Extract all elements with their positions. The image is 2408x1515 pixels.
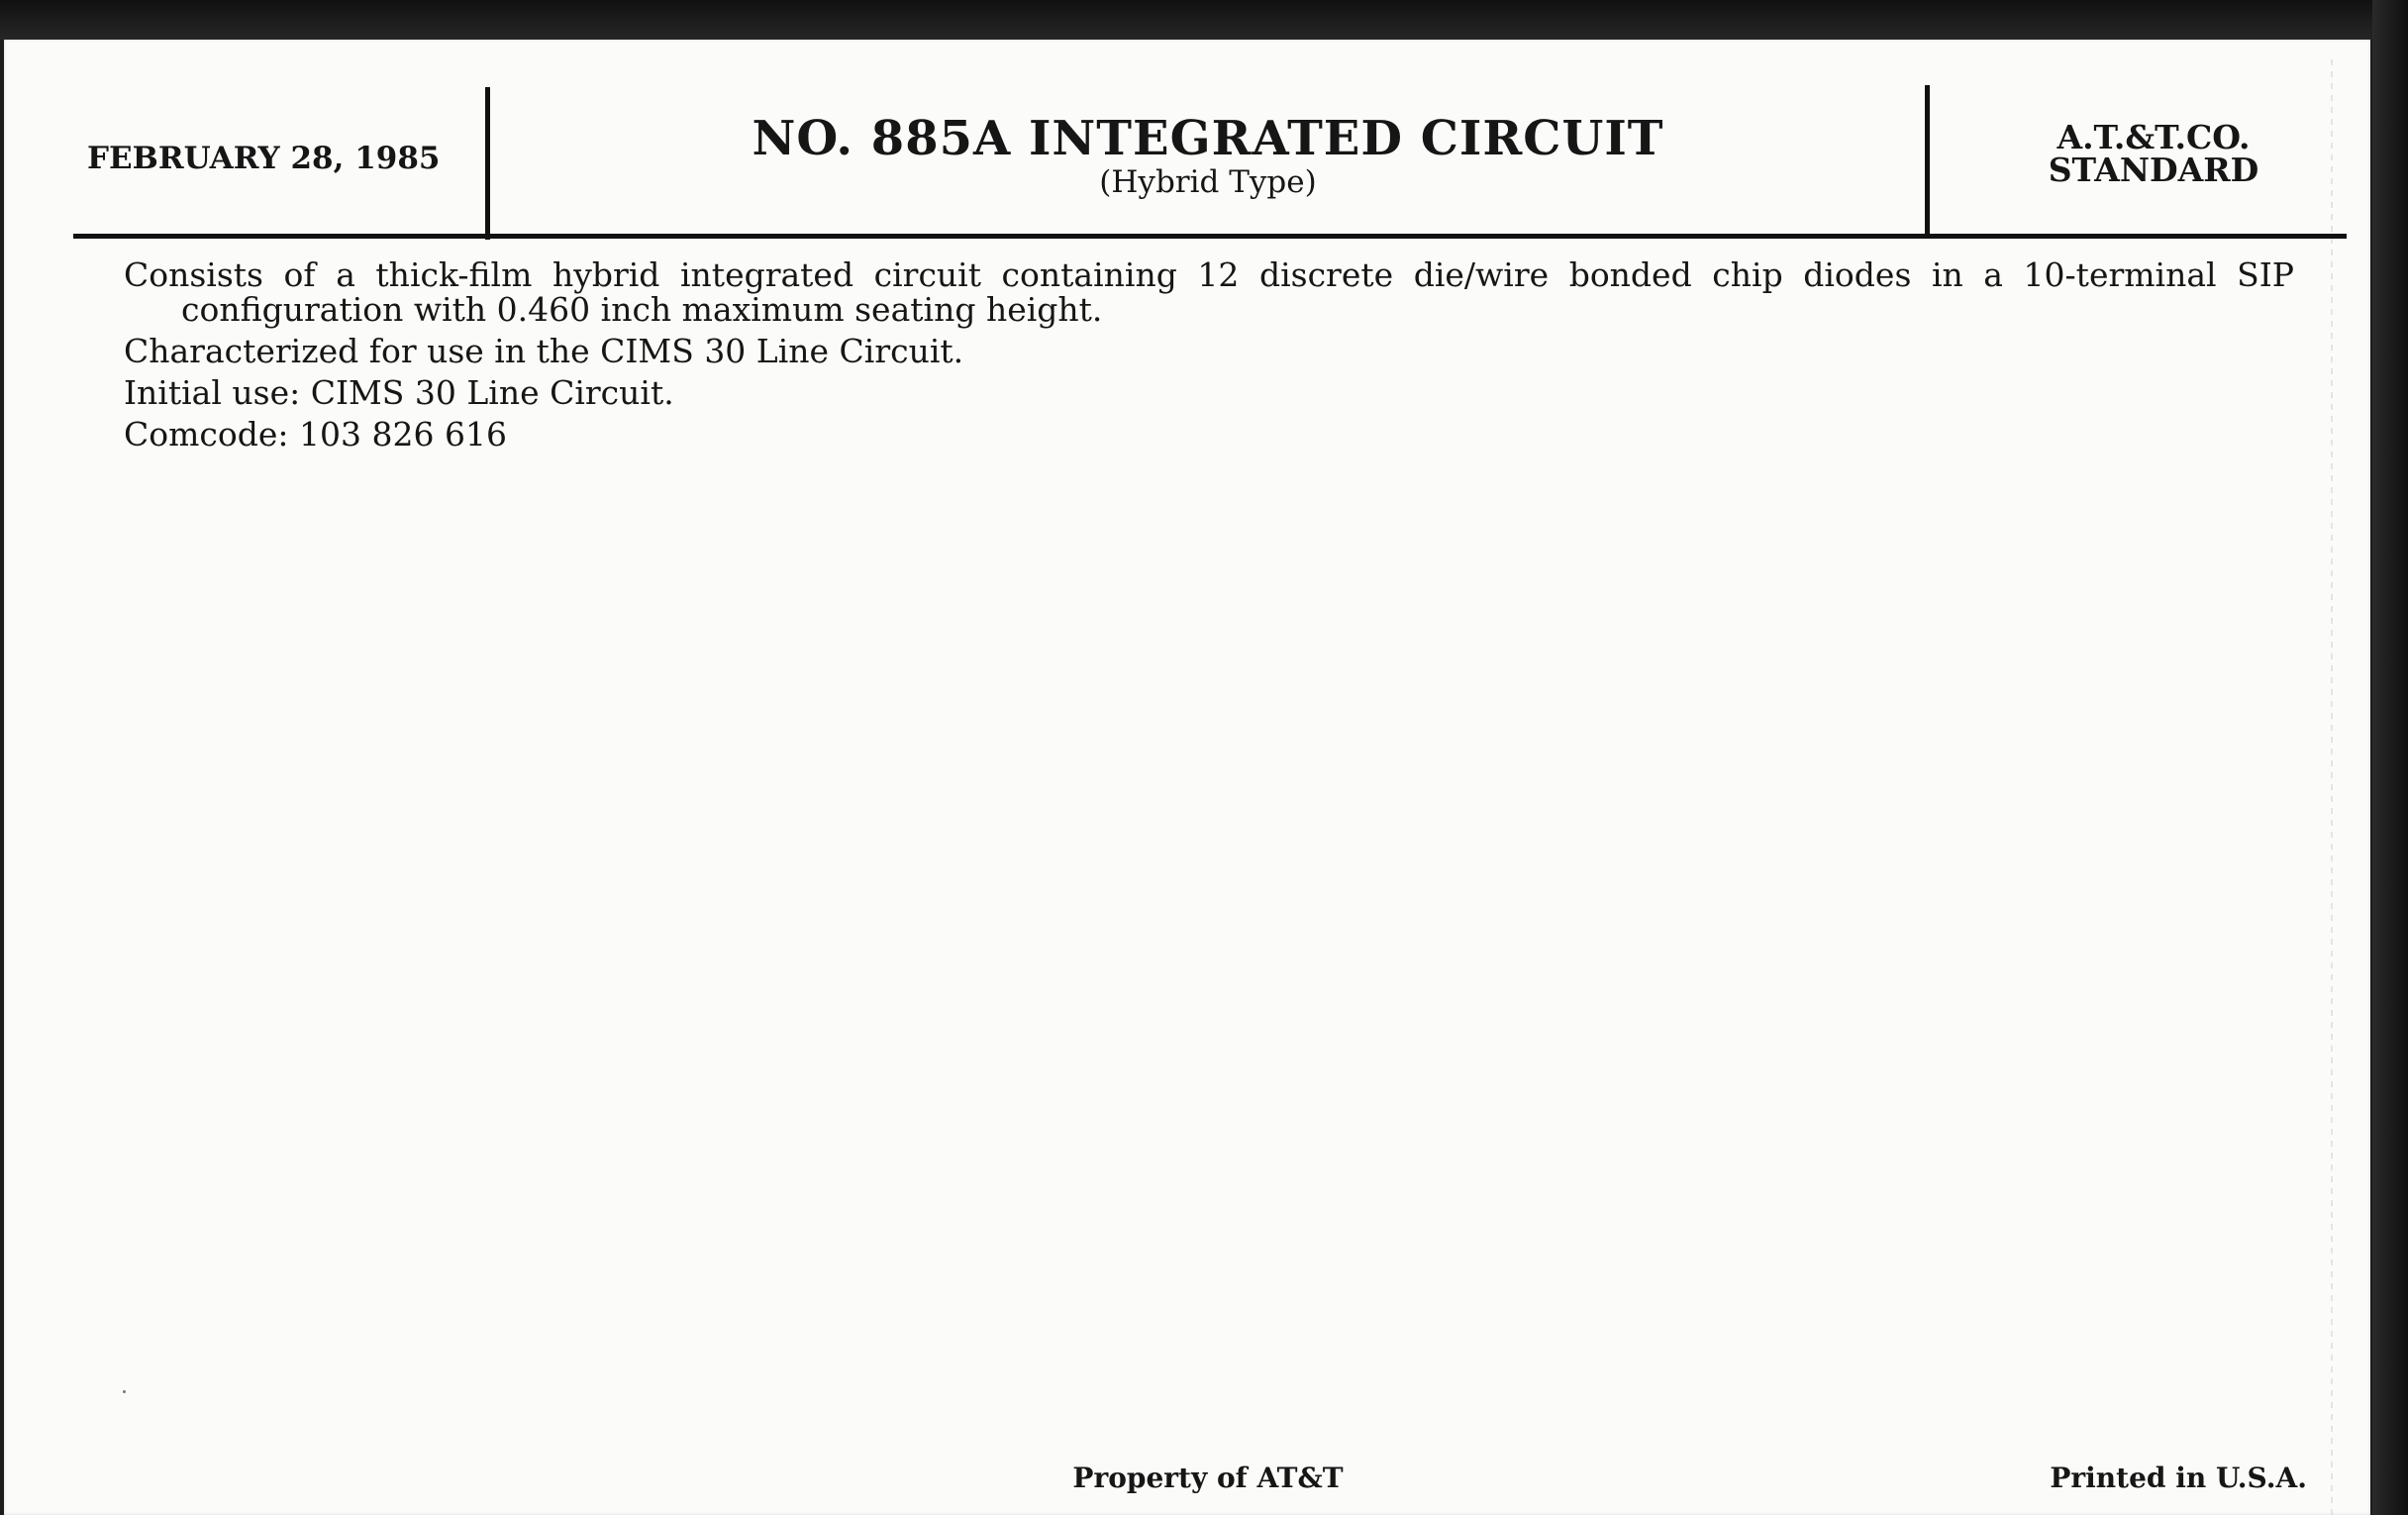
- comcode-paragraph: Comcode: 103 826 616: [124, 415, 507, 454]
- scan-speck: [123, 1390, 126, 1393]
- scan-top-edge: [0, 0, 2408, 40]
- standard-line-1: A.T.&T.CO.: [2057, 118, 2251, 156]
- standard-line-2: STANDARD: [2048, 151, 2259, 189]
- footer-property: Property of AT&T: [1072, 1462, 1344, 1494]
- usage-paragraph: Characterized for use in the CIMS 30 Line Circuit.: [124, 332, 964, 370]
- standard-block: [1990, 118, 2317, 189]
- header-divider-left: [485, 87, 490, 240]
- document-body: [124, 257, 2294, 452]
- card-edge-perforation: [2331, 59, 2333, 1515]
- footer-printed: Printed in U.S.A.: [2050, 1462, 2307, 1494]
- header-divider-right: [1925, 85, 1930, 236]
- initial-use-paragraph: Initial use: CIMS 30 Line Circuit.: [124, 373, 674, 412]
- document-subtitle: (Hybrid Type): [1099, 164, 1317, 200]
- scan-right-edge: [2372, 0, 2408, 1515]
- description-paragraph: Consists of a thick-film hybrid integrated circuit containing 12 discrete die/wire bonded chip diodes in a 10-terminal SIP configuration with 0.460 inch maximum seating height.: [124, 255, 2294, 329]
- header-rule: [73, 234, 2347, 239]
- document-title: NO. 885A INTEGRATED CIRCUIT: [752, 111, 1664, 166]
- header-date: FEBRUARY 28, 1985: [87, 141, 441, 176]
